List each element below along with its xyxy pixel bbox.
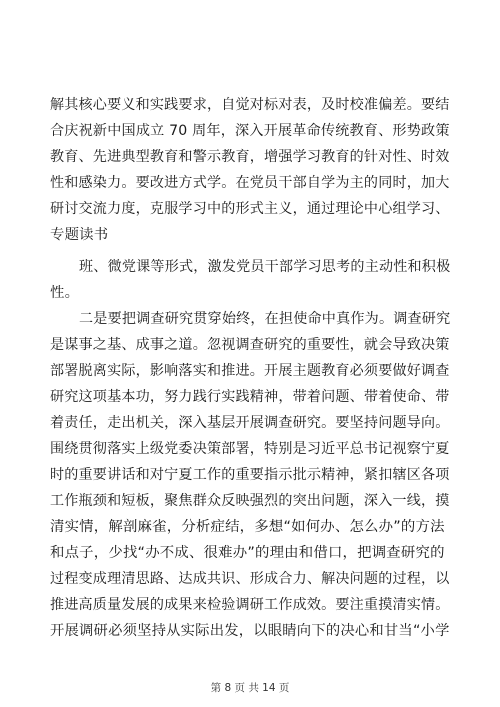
text-line: 时的重要讲话和对宁夏工作的重要指示批示精神，紧扣辖区各项 xyxy=(50,467,450,483)
text-line: 着责任，走出机关，深入基层开展调查研究。要坚持问题导向。 xyxy=(50,415,450,431)
text-line: 教育、先进典型教育和警示教育，增强学习教育的针对性、时效 xyxy=(50,149,450,165)
text-line: 和点子，少找“办不成、很难办”的理由和借口，把调查研究的 xyxy=(50,545,445,561)
text-line: 专题读书 xyxy=(50,227,109,243)
text-line: 部署脱离实际，影响落实和推进。开展主题教育必须要做好调查 xyxy=(50,363,450,379)
text-line: 是谋事之基、成事之道。忽视调查研究的重要性，就会导致决策 xyxy=(50,337,450,353)
text-line: 性和感染力。要改进方式学。在党员干部自学为主的同时，加大 xyxy=(50,175,450,191)
paragraph-start: 二是要把调查研究贯穿始终，在担使命中真作为。调查研究 xyxy=(79,311,451,327)
text-line: 开展调研必须坚持从实际出发，以眼睛向下的决心和甘当“小学 xyxy=(50,623,450,639)
page-footer: 第 8 页 共 14 页 xyxy=(210,682,290,694)
text-line: 合庆祝新中国成立 70 周年，深入开展革命传统教育、形势政策 xyxy=(50,123,450,139)
text-line: 研讨交流力度，克服学习中的形式主义，通过理论中心组学习、 xyxy=(50,201,450,217)
text-line: 清实情，解剖麻雀，分析症结，多想“如何办、怎么办”的方法 xyxy=(50,519,445,535)
text-line: 解其核心要义和实践要求，自觉对标对表，及时校准偏差。要结 xyxy=(50,97,450,113)
text-line: 班、微党课等形式，激发党员干部学习思考的主动性和积极 xyxy=(79,259,451,275)
text-line: 推进高质量发展的成果来检验调研工作成效。要注重摸清实情。 xyxy=(50,597,450,613)
text-line: 围绕贯彻落实上级党委决策部署，特别是习近平总书记视察宁夏 xyxy=(50,441,450,457)
text-line: 研究这项基本功，努力践行实践精神，带着问题、带着使命、带 xyxy=(50,389,450,405)
text-line: 过程变成理清思路、达成共识、形成合力、解决问题的过程，以 xyxy=(50,571,450,587)
text-line: 性。 xyxy=(50,285,80,301)
text-line: 工作瓶颈和短板，聚焦群众反映强烈的突出问题，深入一线，摸 xyxy=(50,493,450,509)
